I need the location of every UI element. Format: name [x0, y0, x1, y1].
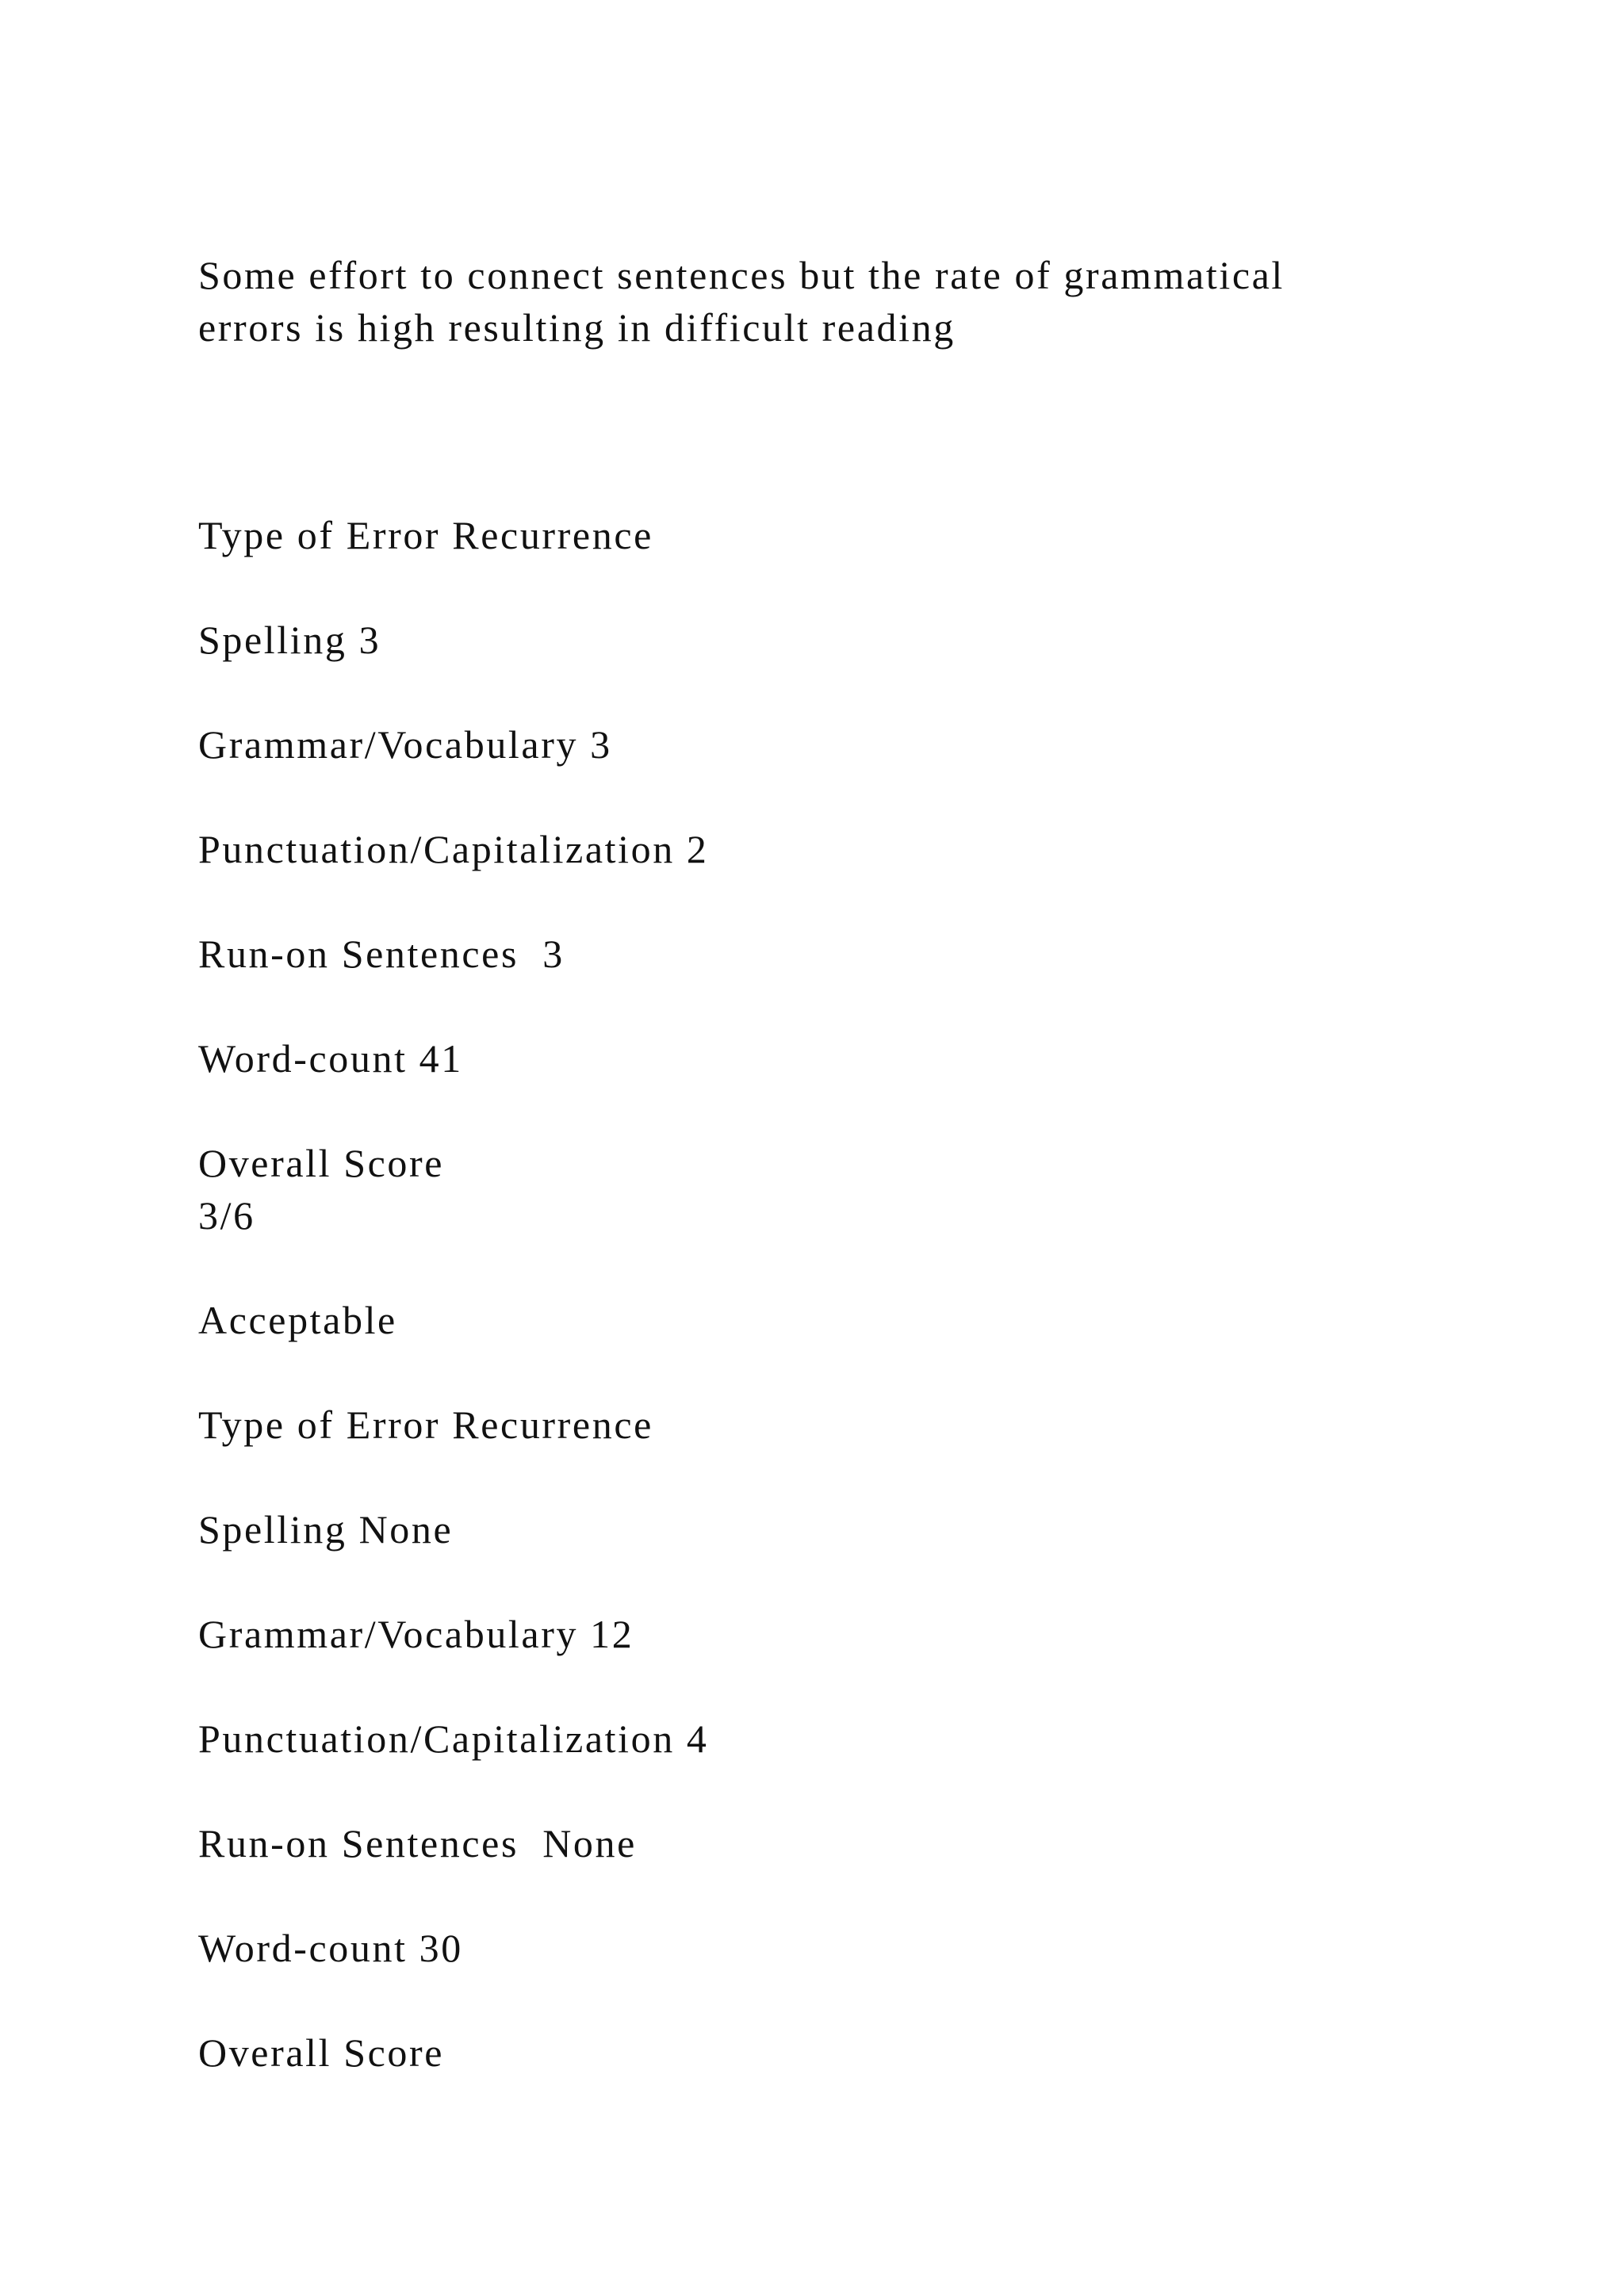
intro-line-2: errors is high resulting in difficult reading — [198, 305, 956, 350]
section1-overall-value: 3/6 — [198, 1193, 255, 1238]
section1-overall-label: Overall Score — [198, 1141, 445, 1185]
section1-grammar: Grammar/Vocabulary 3 — [198, 722, 612, 767]
section2-overall-label: Overall Score — [198, 2030, 445, 2075]
rating-label: Acceptable — [198, 1298, 397, 1342]
section1-spelling: Spelling 3 — [198, 618, 381, 662]
section2-grammar: Grammar/Vocabulary 12 — [198, 1612, 634, 1656]
section1-punctuation: Punctuation/Capitalization 2 — [198, 827, 709, 871]
section2-header: Type of Error Recurrence — [198, 1402, 653, 1447]
section2-spelling: Spelling None — [198, 1507, 454, 1552]
section1-header: Type of Error Recurrence — [198, 513, 653, 557]
section2-word-count: Word-count 30 — [198, 1926, 463, 1970]
section1-run-on: Run-on Sentences 3 — [198, 932, 565, 976]
section2-punctuation: Punctuation/Capitalization 4 — [198, 1716, 709, 1761]
section2-run-on: Run-on Sentences None — [198, 1821, 637, 1866]
section1-word-count: Word-count 41 — [198, 1036, 463, 1081]
intro-line-1: Some effort to connect sentences but the rate of grammatical — [198, 253, 1285, 297]
